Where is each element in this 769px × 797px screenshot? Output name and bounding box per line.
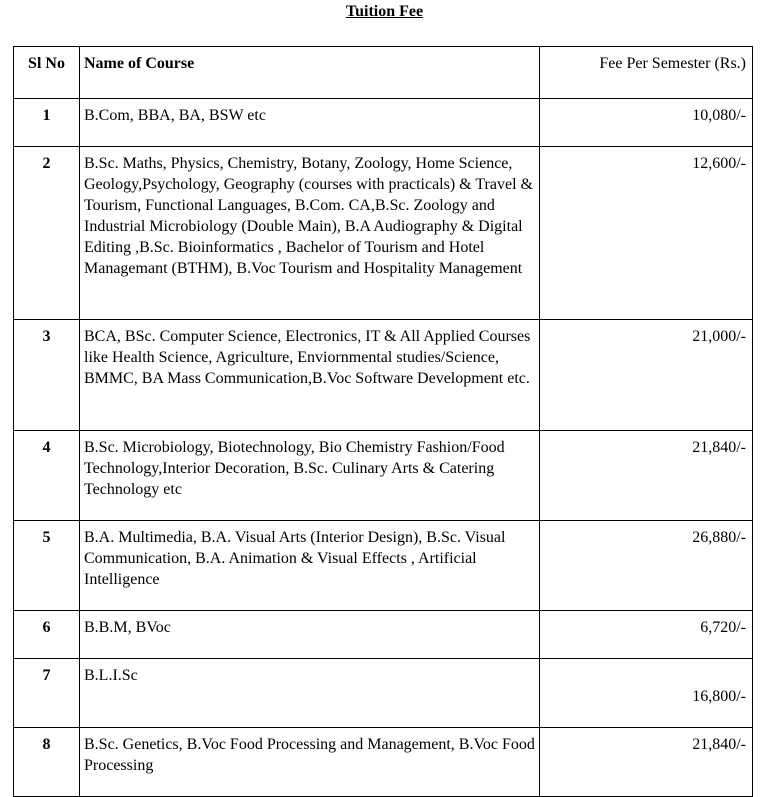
header-course-name: Name of Course [80, 47, 540, 99]
table-row [14, 431, 753, 521]
row-course-name: B.B.M, BVoc [80, 611, 540, 659]
row-course-name: B.Sc. Microbiology, Biotechnology, Bio Chemistry Fashion/Food Technology,Interior Decoration, B.Sc. Culinary Arts & Catering Technology etc [80, 431, 540, 521]
row-course-name: BCA, BSc. Computer Science, Electronics, IT & All Applied Courses like Health Science, Agriculture, Enviornmental studies/Science, BMMC, BA Mass Communication,B.Voc Software Development etc. [80, 320, 540, 431]
table-row [14, 147, 753, 320]
row-course-name: B.Com, BBA, BA, BSW etc [80, 99, 540, 147]
row-sl-no: 3 [14, 320, 80, 431]
table-row [14, 611, 753, 659]
row-fee: 16,800/- [540, 659, 753, 728]
table-row [14, 99, 753, 147]
row-sl-no: 7 [14, 659, 80, 728]
row-course-name: B.A. Multimedia, B.A. Visual Arts (Interior Design), B.Sc. Visual Communication, B.A. Animation & Visual Effects , Artificial Intelligence [80, 521, 540, 611]
row-sl-no: 8 [14, 728, 80, 797]
header-sl-no: Sl No [14, 47, 80, 99]
row-course-name: B.Sc. Genetics, B.Voc Food Processing and Management, B.Voc Food Processing [80, 728, 540, 797]
row-fee: 26,880/- [540, 521, 753, 611]
table-row [14, 521, 753, 611]
row-sl-no: 6 [14, 611, 80, 659]
row-course-name: B.L.I.Sc [80, 659, 540, 728]
row-fee: 21,840/- [540, 431, 753, 521]
table-header-row [14, 47, 753, 99]
tuition-fee-table [13, 46, 753, 797]
row-fee: 10,080/- [540, 99, 753, 147]
page-title: Tuition Fee [345, 3, 424, 20]
row-fee: 6,720/- [540, 611, 753, 659]
row-sl-no: 2 [14, 147, 80, 320]
row-fee: 12,600/- [540, 147, 753, 320]
row-sl-no: 4 [14, 431, 80, 521]
table-row [14, 320, 753, 431]
row-sl-no: 5 [14, 521, 80, 611]
row-fee: 21,840/- [540, 728, 753, 797]
table-row [14, 728, 753, 797]
row-sl-no: 1 [14, 99, 80, 147]
table-row [14, 659, 753, 728]
row-course-name: B.Sc. Maths, Physics, Chemistry, Botany, Zoology, Home Science, Geology,Psychology, Geography (courses with practicals) & Travel & Tourism, Functional Languages, B.Com. CA,B.Sc. Zoology and Industrial Microbiology (Double Main), B.A Audiography & Digital Editing ,B.Sc. Bioinformatics , Bachelor of Tourism and Hotel Managemant (BTHM), B.Voc Tourism and Hospitality Management [80, 147, 540, 320]
header-fee: Fee Per Semester (Rs.) [540, 47, 753, 99]
row-fee: 21,000/- [540, 320, 753, 431]
